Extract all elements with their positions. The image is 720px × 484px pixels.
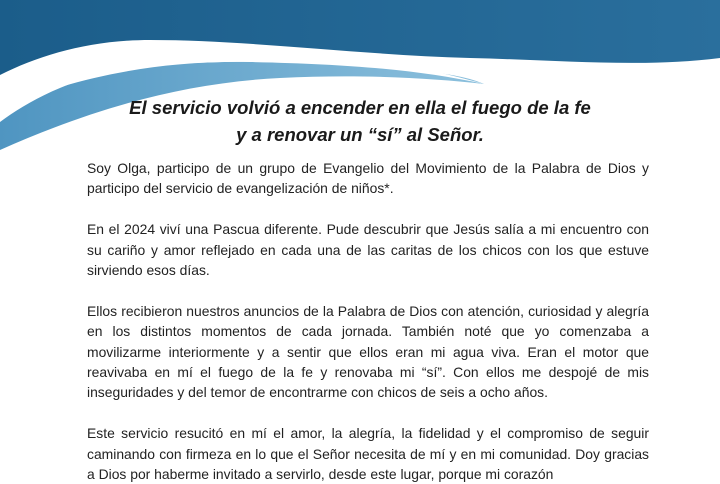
- article-title: [60, 94, 660, 148]
- paragraph-4: Este servicio resucitó en mí el amor, la alegría, la fidelidad y el compromiso de seguir caminando con firmeza en lo que el Señor necesita de mí y en mi comunidad. Doy gracias a Dios por haberme invitado a servirlo, desde este lugar, porque mi corazón: [87, 425, 649, 483]
- paragraph-2: En el 2024 viví una Pascua diferente. Pude descubrir que Jesús salía a mi encuentro con su cariño y amor reflejado en cada una de las caritas de los chicos con los que estuve sirviendo esos días.: [87, 221, 649, 279]
- title-line-1: El servicio volvió a encender en ella el fuego de la fe: [129, 97, 591, 118]
- article-body: [87, 158, 649, 484]
- paragraph-3: Ellos recibieron nuestros anuncios de la Palabra de Dios con atención, curiosidad y alegría en los distintos momentos de cada jornada. También noté que yo comenzaba a movilizarme interiormente y a sentir que ellos eran mi agua viva. Eran el motor que reavivaba en mí el fuego de la fe y renovaba mi “sí”. Con ellos me despojé de mis inseguridades y del temor de encontrarme con chicos de seis a ocho años.: [87, 302, 649, 401]
- paragraph-1: Soy Olga, participo de un grupo de Evangelio del Movimiento de la Palabra de Dios y participo del servicio de evangelización de niños*.: [87, 160, 649, 197]
- title-line-2: y a renovar un “sí” al Señor.: [236, 124, 484, 145]
